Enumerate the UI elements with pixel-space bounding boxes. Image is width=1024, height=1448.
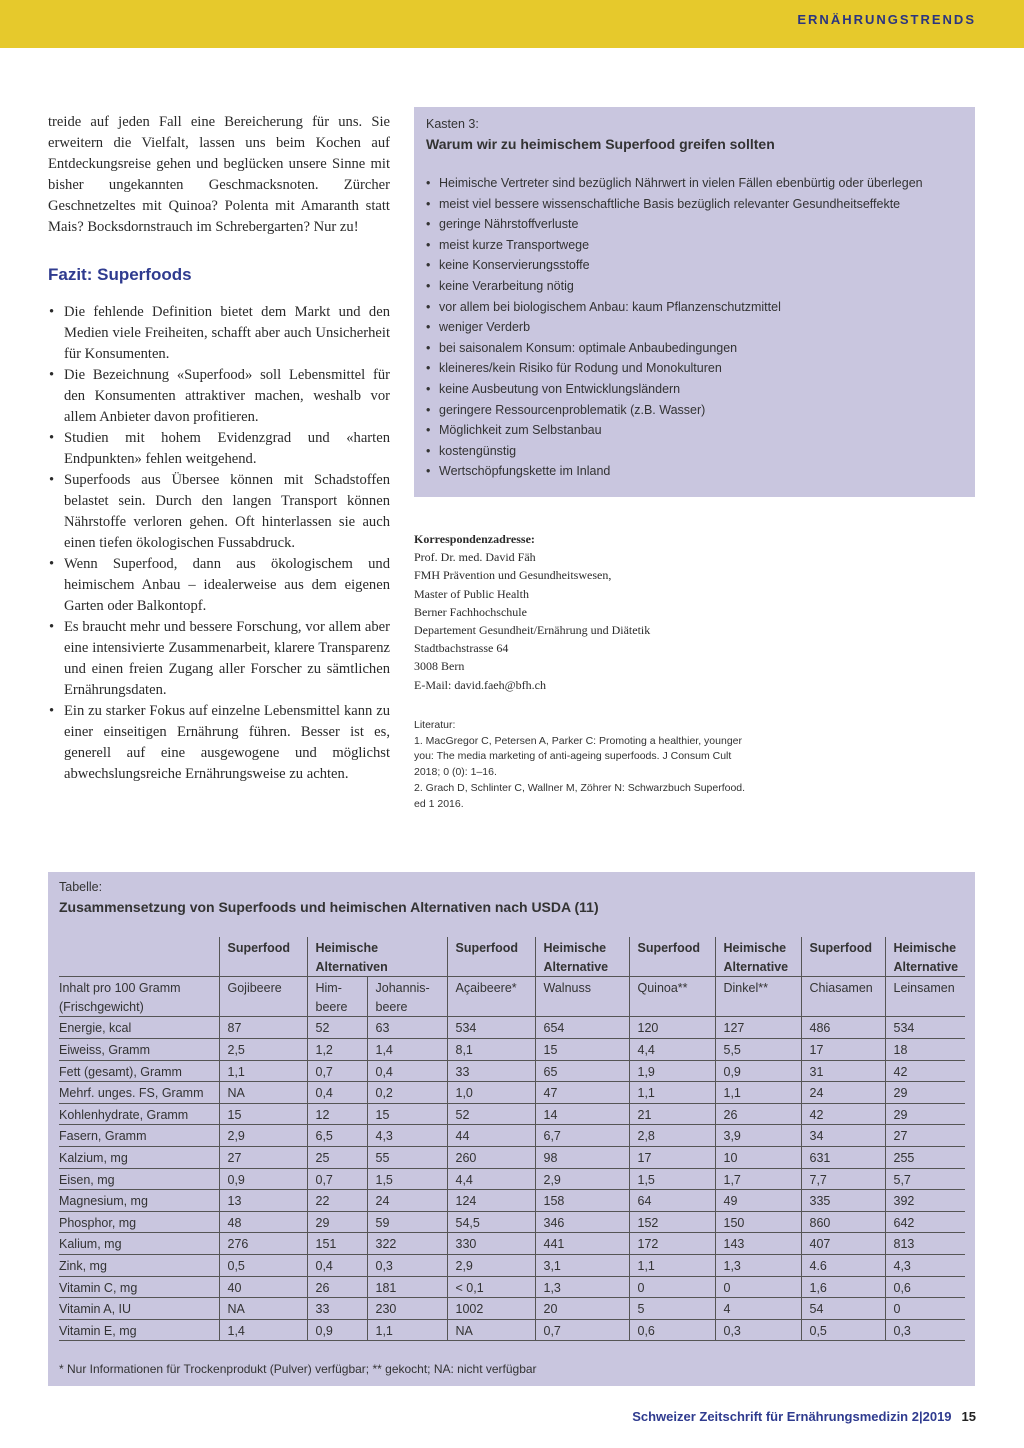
- table-cell: 8,1: [447, 1038, 535, 1060]
- row-label-cell: Magnesium, mg: [59, 1190, 219, 1212]
- box-item-text: bei saisonalem Konsum: optimale Anbaubedingungen: [439, 340, 738, 355]
- table-cell: 0: [629, 1276, 715, 1298]
- literature-line: 2. Grach D, Schlinter C, Wallner M, Zöhrer N: Schwarzbuch Superfood.: [414, 781, 746, 794]
- contact-line: 3008 Bern: [414, 659, 465, 674]
- box-list-item: [426, 194, 963, 215]
- table-cell: 20: [535, 1298, 629, 1320]
- table-cell: 330: [447, 1233, 535, 1255]
- table-cell: 158: [535, 1190, 629, 1212]
- fazit-item: • Wenn Superfood, dann aus ökologischem und heimischem Anbau – idealerweise aus dem eigenen Garten oder Balkontopf.: [49, 556, 390, 614]
- table-cell: 120: [629, 1017, 715, 1039]
- table-cell: 642: [885, 1211, 965, 1233]
- box-item-text: kleineres/kein Risiko für Rodung und Monokulturen: [439, 361, 722, 376]
- bullet-icon: •: [426, 320, 431, 335]
- table-cell: NA: [219, 1082, 307, 1104]
- table-row: [59, 1298, 965, 1320]
- table-subheader-cell: Dinkel**: [715, 977, 801, 1017]
- table-subheader-cell: Johannis- beere: [367, 977, 447, 1017]
- bullet-icon: •: [426, 237, 431, 252]
- table-cell: 813: [885, 1233, 965, 1255]
- row-label-cell: Eiweiss, Gramm: [59, 1038, 219, 1060]
- table-cell: 0,9: [715, 1060, 801, 1082]
- table-cell: 29: [885, 1103, 965, 1125]
- bullet-icon: •: [426, 361, 431, 376]
- info-box: [414, 107, 975, 497]
- table-cell: 1,1: [367, 1319, 447, 1341]
- bullet-icon: •: [49, 472, 55, 488]
- nutrition-table: [59, 937, 965, 1341]
- table-cell: 42: [801, 1103, 885, 1125]
- table-cell: 172: [629, 1233, 715, 1255]
- table-cell: 335: [801, 1190, 885, 1212]
- box-title: Warum wir zu heimischem Superfood greifen sollten: [426, 136, 775, 152]
- box-item-text: keine Verarbeitung nötig: [439, 278, 574, 293]
- table-cell: 22: [307, 1190, 367, 1212]
- table-cell: 1,0: [447, 1082, 535, 1104]
- table-cell: 1,5: [367, 1168, 447, 1190]
- table-cell: 34: [801, 1125, 885, 1147]
- table-cell: 150: [715, 1211, 801, 1233]
- table-header-cell: Superfood: [801, 937, 885, 977]
- table-cell: 59: [367, 1211, 447, 1233]
- table-cell: 0,5: [801, 1319, 885, 1341]
- row-label-cell: Energie, kcal: [59, 1017, 219, 1039]
- table-cell: 276: [219, 1233, 307, 1255]
- box-label: Kasten 3:: [426, 117, 479, 131]
- table-cell: 322: [367, 1233, 447, 1255]
- bullet-icon: •: [426, 464, 431, 479]
- box-item-text: meist viel bessere wissenschaftliche Basis bezüglich relevanter Gesundheitseffekte: [439, 196, 901, 211]
- table-cell: 407: [801, 1233, 885, 1255]
- table-cell: 0,5: [219, 1254, 307, 1276]
- table-cell: 29: [307, 1211, 367, 1233]
- table-cell: 25: [307, 1146, 367, 1168]
- table-cell: NA: [219, 1298, 307, 1320]
- box-item-text: vor allem bei biologischem Anbau: kaum Pflanzenschutzmittel: [439, 299, 781, 314]
- box-list-item: [426, 276, 963, 297]
- table-subheader-row: [59, 977, 965, 1017]
- table-header-cell: [59, 937, 219, 977]
- contact-line: Berner Fachhochschule: [414, 604, 527, 619]
- box-item-text: kostengünstig: [439, 443, 517, 458]
- table-header-row: [59, 937, 965, 977]
- table-cell: 15: [535, 1038, 629, 1060]
- table-header-cell: Superfood: [447, 937, 535, 977]
- table-cell: 7,7: [801, 1168, 885, 1190]
- bullet-icon: •: [426, 176, 431, 190]
- row-label-cell: Kohlenhydrate, Gramm: [59, 1103, 219, 1125]
- table-cell: 27: [219, 1146, 307, 1168]
- table-cell: 4,3: [367, 1125, 447, 1147]
- table-cell: 1,6: [801, 1276, 885, 1298]
- box-list-item: [426, 297, 963, 318]
- bullet-icon: •: [426, 217, 431, 232]
- bullet-icon: •: [49, 556, 55, 572]
- table-header-cell: Heimische Alternative: [715, 937, 801, 977]
- contact-block: [414, 530, 814, 694]
- table-row: [59, 1319, 965, 1341]
- table-header-cell: Heimische Alternative: [535, 937, 629, 977]
- box-list-item: [426, 255, 963, 276]
- table-cell: 55: [367, 1146, 447, 1168]
- table-header-cell: Superfood: [629, 937, 715, 977]
- section-label: ERNÄHRUNGSTRENDS: [797, 12, 976, 27]
- table-cell: 2,5: [219, 1038, 307, 1060]
- bullet-icon: •: [426, 402, 431, 417]
- table-row: [59, 1082, 965, 1104]
- table-cell: 49: [715, 1190, 801, 1212]
- bullet-icon: •: [426, 299, 431, 314]
- table-cell: 0,6: [885, 1276, 965, 1298]
- literature-title: Literatur:: [414, 719, 456, 731]
- table-cell: 0,4: [307, 1254, 367, 1276]
- table-cell: 0,3: [885, 1319, 965, 1341]
- bullet-icon: •: [426, 340, 431, 355]
- table-cell: 0: [715, 1276, 801, 1298]
- fazit-item: • Studien mit hohem Evidenzgrad und «harten Endpunkten» fehlen weitgehend.: [49, 430, 390, 467]
- table-footnote: * Nur Informationen für Trockenprodukt (Pulver) verfügbar; ** gekocht; NA: nicht verfügbar: [59, 1362, 537, 1377]
- contact-line: Prof. Dr. med. David Fäh: [414, 550, 536, 565]
- table-cell: 534: [447, 1017, 535, 1039]
- bullet-icon: •: [49, 703, 55, 719]
- table-cell: 0,7: [307, 1168, 367, 1190]
- table-cell: 1,7: [715, 1168, 801, 1190]
- table-cell: 534: [885, 1017, 965, 1039]
- literature-block: [414, 718, 774, 812]
- bullet-icon: •: [426, 278, 431, 293]
- row-label-cell: Vitamin A, IU: [59, 1298, 219, 1320]
- literature-line: 1. MacGregor C, Petersen A, Parker C: Promoting a healthier, younger: [414, 734, 742, 747]
- table-cell: 42: [885, 1060, 965, 1082]
- table-cell: 1,2: [307, 1038, 367, 1060]
- box-item-text: Wertschöpfungskette im Inland: [439, 464, 611, 479]
- table-row: [59, 1233, 965, 1255]
- table-row: [59, 1125, 965, 1147]
- table-cell: < 0,1: [447, 1276, 535, 1298]
- table-cell: 5: [629, 1298, 715, 1320]
- literature-line: 2018; 0 (0): 1–16.: [414, 766, 497, 779]
- journal-name: Schweizer Zeitschrift für Ernährungsmedizin 2|2019: [632, 1409, 952, 1424]
- box-list-item: [426, 461, 963, 482]
- table-subheader-cell: Walnuss: [535, 977, 629, 1017]
- table-cell: 5,7: [885, 1168, 965, 1190]
- table-cell: 2,9: [535, 1168, 629, 1190]
- table-row: [59, 1276, 965, 1298]
- box-item-text: Möglichkeit zum Selbstanbau: [439, 423, 602, 438]
- bullet-icon: •: [49, 367, 55, 383]
- table-cell: 441: [535, 1233, 629, 1255]
- table-cell: 47: [535, 1082, 629, 1104]
- table-cell: 3,1: [535, 1254, 629, 1276]
- table-cell: 64: [629, 1190, 715, 1212]
- table-header-cell: Heimische Alternativen: [307, 937, 447, 977]
- row-label-cell: Vitamin C, mg: [59, 1276, 219, 1298]
- row-label-cell: Kalium, mg: [59, 1233, 219, 1255]
- table-cell: 17: [801, 1038, 885, 1060]
- table-subheader-cell: Leinsamen: [885, 977, 965, 1017]
- table-cell: 4.6: [801, 1254, 885, 1276]
- table-cell: 260: [447, 1146, 535, 1168]
- table-cell: 127: [715, 1017, 801, 1039]
- contact-line: Stadtbachstrasse 64: [414, 641, 509, 656]
- box-list-item: [426, 358, 963, 379]
- table-cell: 860: [801, 1211, 885, 1233]
- fazit-item: • Superfoods aus Übersee können mit Schadstoffen belastet sein. Durch den langen Transport können Nährstoffe verloren gehen. Oft hinterlassen sie auch einen tiefen ökologischen Fussabdruck.: [49, 472, 390, 551]
- table-subheader-cell: Açaibeere*: [447, 977, 535, 1017]
- table-cell: 14: [535, 1103, 629, 1125]
- table-cell: 0,4: [367, 1060, 447, 1082]
- table-cell: 63: [367, 1017, 447, 1039]
- table-cell: 4,4: [629, 1038, 715, 1060]
- table-cell: 1,4: [219, 1319, 307, 1341]
- table-row: [59, 1190, 965, 1212]
- table-cell: 486: [801, 1017, 885, 1039]
- table-cell: 15: [367, 1103, 447, 1125]
- table-cell: 87: [219, 1017, 307, 1039]
- box-item-text: weniger Verderb: [439, 320, 531, 335]
- table-header-cell: Superfood: [219, 937, 307, 977]
- row-label-cell: Eisen, mg: [59, 1168, 219, 1190]
- table-row: [59, 1060, 965, 1082]
- table-cell: 2,9: [447, 1254, 535, 1276]
- table-cell: 65: [535, 1060, 629, 1082]
- table-cell: 48: [219, 1211, 307, 1233]
- table-cell: 98: [535, 1146, 629, 1168]
- table-cell: 1,1: [629, 1082, 715, 1104]
- table-cell: 4: [715, 1298, 801, 1320]
- row-label-cell: Phosphor, mg: [59, 1211, 219, 1233]
- table-row: [59, 1254, 965, 1276]
- left-column: [48, 112, 390, 785]
- table-cell: 52: [307, 1017, 367, 1039]
- table-cell: 24: [801, 1082, 885, 1104]
- fazit-item: • Ein zu starker Fokus auf einzelne Lebensmittel kann zu einer einseitigen Ernährung führen. Besser ist es, generell auf eine ausgewogene und möglichst abwechslungsreiche Ernährungsweise zu achten.: [49, 703, 390, 782]
- table-cell: 18: [885, 1038, 965, 1060]
- literature-lines: [414, 734, 774, 813]
- box-item-text: keine Ausbeutung von Entwicklungsländern: [439, 381, 681, 396]
- page-footer: [632, 1409, 976, 1424]
- table-cell: 1,3: [715, 1254, 801, 1276]
- table-subheader-cell: Him- beere: [307, 977, 367, 1017]
- table-cell: 21: [629, 1103, 715, 1125]
- bullet-icon: •: [426, 443, 431, 458]
- contact-line: FMH Prävention und Gesundheitswesen,: [414, 568, 612, 583]
- table-cell: 5,5: [715, 1038, 801, 1060]
- contact-line: E-Mail: david.faeh@bfh.ch: [414, 677, 547, 692]
- table-cell: 26: [715, 1103, 801, 1125]
- table-cell: 230: [367, 1298, 447, 1320]
- bullet-icon: •: [49, 430, 55, 446]
- table-cell: 0,7: [307, 1060, 367, 1082]
- contact-line: Departement Gesundheit/Ernährung und Diätetik: [414, 623, 651, 638]
- row-label-cell: Fett (gesamt), Gramm: [59, 1060, 219, 1082]
- table-cell: 54,5: [447, 1211, 535, 1233]
- box-list-item: [426, 214, 963, 235]
- box-item-text: Heimische Vertreter sind bezüglich Nährwert in vielen Fällen ebenbürtig oder überlegen: [439, 176, 923, 190]
- table-cell: 1,4: [367, 1038, 447, 1060]
- table-cell: NA: [447, 1319, 535, 1341]
- table-subheader-cell: Gojibeere: [219, 977, 307, 1017]
- table-row: [59, 1146, 965, 1168]
- intro-paragraph: treide auf jeden Fall eine Bereicherung für uns. Sie erweitern die Vielfalt, lassen uns beim Kochen auf Entdeckungsreise gehen und beglücken unsere Sinne mit bisher ungekannten Geschmacksnoten. Zürcher Geschnetzeltes mit Quinoa? Polenta mit Amaranth statt Mais? Bocksdornstrauch im Schrebergarten? Nur zu!: [48, 114, 390, 235]
- table-row: [59, 1168, 965, 1190]
- table-cell: 631: [801, 1146, 885, 1168]
- table-cell: 33: [447, 1060, 535, 1082]
- table-cell: 12: [307, 1103, 367, 1125]
- box-item-text: meist kurze Transportwege: [439, 237, 590, 252]
- box-list-item: [426, 400, 963, 421]
- table-row: [59, 1017, 965, 1039]
- table-label: Tabelle:: [59, 880, 103, 894]
- row-label-cell: Vitamin E, mg: [59, 1319, 219, 1341]
- table-cell: 52: [447, 1103, 535, 1125]
- bullet-icon: •: [426, 258, 431, 273]
- table-cell: 13: [219, 1190, 307, 1212]
- table-cell: 181: [367, 1276, 447, 1298]
- bullet-icon: •: [426, 381, 431, 396]
- table-cell: 0,9: [307, 1319, 367, 1341]
- table-cell: 255: [885, 1146, 965, 1168]
- table-cell: 143: [715, 1233, 801, 1255]
- table-cell: 1,9: [629, 1060, 715, 1082]
- box-item-text: geringere Ressourcenproblematik (z.B. Wasser): [439, 402, 706, 417]
- table-cell: 44: [447, 1125, 535, 1147]
- row-label-cell: Kalzium, mg: [59, 1146, 219, 1168]
- box-list: [426, 173, 963, 482]
- table-cell: 392: [885, 1190, 965, 1212]
- table-cell: 152: [629, 1211, 715, 1233]
- bullet-icon: •: [49, 304, 55, 320]
- table-cell: 29: [885, 1082, 965, 1104]
- table-cell: 27: [885, 1125, 965, 1147]
- table-cell: 1,1: [629, 1254, 715, 1276]
- table-cell: 4,3: [885, 1254, 965, 1276]
- table-cell: 2,9: [219, 1125, 307, 1147]
- table-row: [59, 1211, 965, 1233]
- row-label-cell: Fasern, Gramm: [59, 1125, 219, 1147]
- table-cell: 0,4: [307, 1082, 367, 1104]
- table-cell: 26: [307, 1276, 367, 1298]
- table-cell: 17: [629, 1146, 715, 1168]
- row-label-cell: Mehrf. unges. FS, Gramm: [59, 1082, 219, 1104]
- table-row: [59, 1038, 965, 1060]
- table-cell: 3,9: [715, 1125, 801, 1147]
- table-cell: 0: [885, 1298, 965, 1320]
- table-subheader-cell: Inhalt pro 100 Gramm (Frischgewicht): [59, 977, 219, 1017]
- page-number: 15: [961, 1409, 976, 1424]
- table-cell: 24: [367, 1190, 447, 1212]
- table-title: Zusammensetzung von Superfoods und heimischen Alternativen nach USDA (11): [59, 899, 599, 915]
- box-list-item: [426, 173, 963, 194]
- table-cell: 0,9: [219, 1168, 307, 1190]
- table-cell: 124: [447, 1190, 535, 1212]
- bullet-icon: •: [426, 196, 431, 211]
- table-cell: 6,5: [307, 1125, 367, 1147]
- table-cell: 0,2: [367, 1082, 447, 1104]
- table-cell: 151: [307, 1233, 367, 1255]
- table-cell: 10: [715, 1146, 801, 1168]
- contact-line: Master of Public Health: [414, 586, 529, 601]
- table-box: [48, 872, 975, 1386]
- fazit-heading: Fazit: Superfoods: [48, 265, 192, 284]
- fazit-item: • Es braucht mehr und bessere Forschung, vor allem aber eine intensivierte Zusammenarbeit, klarere Transparenz und einen freien Zugang aller Forscher zu sämtlichen Ernährungsdaten.: [49, 619, 390, 698]
- table-cell: 4,4: [447, 1168, 535, 1190]
- table-cell: 31: [801, 1060, 885, 1082]
- table-cell: 15: [219, 1103, 307, 1125]
- box-list-item: [426, 235, 963, 256]
- table-cell: 54: [801, 1298, 885, 1320]
- literature-line: you: The media marketing of anti-ageing superfoods. J Consum Cult: [414, 750, 732, 763]
- box-item-text: keine Konservierungsstoffe: [439, 258, 590, 273]
- fazit-list: [48, 302, 390, 785]
- bullet-icon: •: [49, 619, 55, 635]
- table-cell: 0,3: [715, 1319, 801, 1341]
- box-list-item: [426, 317, 963, 338]
- table-subheader-cell: Chiasamen: [801, 977, 885, 1017]
- table-cell: 346: [535, 1211, 629, 1233]
- table-header-cell: Heimische Alternative: [885, 937, 965, 977]
- box-list-item: [426, 441, 963, 462]
- fazit-item: • Die fehlende Definition bietet dem Markt und den Medien viele Freiheiten, schafft aber auch Unsicherheit für Konsumenten.: [49, 304, 390, 362]
- table-cell: 40: [219, 1276, 307, 1298]
- table-row: [59, 1103, 965, 1125]
- bullet-icon: •: [426, 423, 431, 438]
- contact-title: Korrespondenzadresse:: [414, 532, 535, 546]
- box-list-item: [426, 420, 963, 441]
- box-list-item: [426, 338, 963, 359]
- literature-line: ed 1 2016.: [414, 797, 464, 810]
- table-cell: 6,7: [535, 1125, 629, 1147]
- table-cell: 1,1: [715, 1082, 801, 1104]
- header-bar: [0, 0, 1024, 48]
- table-cell: 1,1: [219, 1060, 307, 1082]
- table-cell: 0,3: [367, 1254, 447, 1276]
- table-cell: 654: [535, 1017, 629, 1039]
- table-subheader-cell: Quinoa**: [629, 977, 715, 1017]
- box-item-text: geringe Nährstoffverluste: [439, 217, 579, 232]
- table-cell: 33: [307, 1298, 367, 1320]
- fazit-item: • Die Bezeichnung «Superfood» soll Lebensmittel für den Konsumenten attraktiver machen, weshalb vor allem Anbieter davon profitieren.: [49, 367, 390, 425]
- box-list-item: [426, 379, 963, 400]
- table-cell: 2,8: [629, 1125, 715, 1147]
- table-cell: 0,6: [629, 1319, 715, 1341]
- contact-lines: [414, 548, 814, 694]
- table-cell: 1002: [447, 1298, 535, 1320]
- table-cell: 0,7: [535, 1319, 629, 1341]
- table-cell: 1,5: [629, 1168, 715, 1190]
- table-cell: 1,3: [535, 1276, 629, 1298]
- row-label-cell: Zink, mg: [59, 1254, 219, 1276]
